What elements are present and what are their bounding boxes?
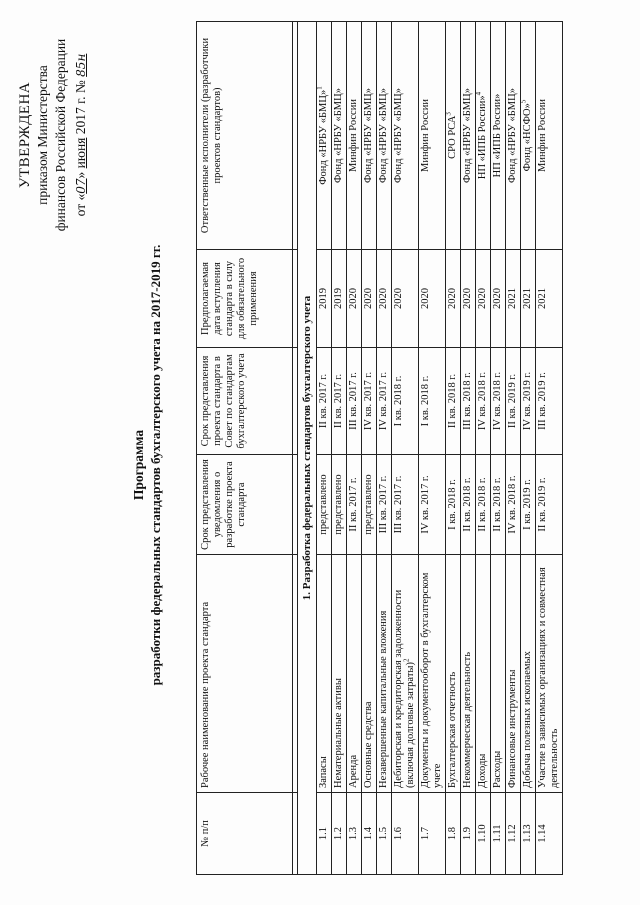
row-effective — [476, 250, 491, 348]
row-num — [317, 793, 332, 875]
table-row — [377, 22, 392, 875]
row-responsible-text: Минфин России — [348, 99, 359, 172]
row-responsible-text: Фонд «НРБУ «БМЦ» — [393, 88, 404, 183]
row-effective — [521, 250, 536, 348]
row-notice — [521, 455, 536, 555]
row-num-text: 1.8 — [447, 826, 458, 841]
approval-title: УТВЕРЖДЕНА — [17, 81, 33, 189]
row-num-text: 1.10 — [477, 824, 488, 843]
row-name-text: Расходы — [492, 750, 503, 788]
row-notice — [476, 455, 491, 555]
row-notice-text: II кв. 2019 г. — [537, 477, 548, 532]
row-responsible — [446, 22, 461, 250]
row-num — [476, 793, 491, 875]
table-row — [506, 22, 521, 875]
row-responsible — [332, 22, 347, 250]
row-responsible-text: СРО РСА — [447, 115, 458, 159]
row-name-text: Дебиторская и кредиторская задолженности (включая долговые затраты) — [393, 589, 416, 788]
row-submit — [377, 348, 392, 455]
row-effective — [491, 250, 506, 348]
date-prefix: от « — [73, 193, 88, 217]
program-title: Программа — [131, 429, 146, 501]
footnote-mark: 3 — [444, 112, 453, 116]
footnote-mark: 5 — [519, 99, 528, 104]
row-submit-text: II кв. 2018 г. — [447, 373, 458, 429]
row-effective-text: 2020 — [420, 288, 431, 309]
program-table — [196, 21, 563, 875]
approval-line-1: приказом Министерства — [35, 65, 50, 205]
row-notice — [347, 455, 362, 555]
row-num-text: 1.9 — [462, 826, 473, 841]
row-name-text: Участие в зависимых организациях и совместная деятельность — [537, 567, 560, 788]
row-submit-text: I кв. 2018 г. — [420, 375, 431, 427]
row-submit — [392, 348, 419, 455]
header-responsible: Ответственные исполнители (разработчики проектов стандартов) — [197, 22, 293, 250]
row-notice — [332, 455, 347, 555]
row-responsible-text: Фонд «НРБУ «БМЦ» — [507, 88, 518, 183]
row-effective-text: 2020 — [393, 288, 404, 309]
header-submit: Срок представления проекта стандарта в Совет по стандартам бухгалтерского учета — [197, 348, 293, 455]
row-num-text: 1.6 — [393, 826, 404, 841]
row-notice — [419, 455, 446, 555]
row-num — [377, 793, 392, 875]
row-submit — [446, 348, 461, 455]
row-responsible — [377, 22, 392, 250]
row-name — [332, 555, 347, 793]
row-notice-text: III кв. 2017 г. — [378, 475, 389, 534]
row-responsible — [491, 22, 506, 250]
row-num — [362, 793, 377, 875]
row-num-text: 1.13 — [522, 824, 533, 843]
row-notice-text: II кв. 2018 г. — [477, 477, 488, 532]
row-submit — [536, 348, 563, 455]
row-responsible — [362, 22, 377, 250]
row-name — [446, 555, 461, 793]
row-submit-text: I кв. 2018 г. — [393, 375, 404, 427]
date-month: июня — [73, 137, 88, 169]
row-responsible-text: Фонд «НСФО» — [522, 103, 533, 172]
row-num-text: 1.11 — [492, 824, 503, 843]
row-responsible — [476, 22, 491, 250]
row-effective — [506, 250, 521, 348]
footnote-mark: 2 — [402, 658, 411, 663]
row-submit — [461, 348, 476, 455]
row-responsible-text: НП «ИПБ России» — [492, 93, 503, 178]
row-submit — [419, 348, 446, 455]
row-name — [476, 555, 491, 793]
row-name — [461, 555, 476, 793]
row-responsible-text: Фонд «НРБУ «БМЦ» — [363, 88, 374, 183]
row-submit-text: IV кв. 2018 г. — [492, 371, 503, 431]
row-name — [377, 555, 392, 793]
row-num-text: 1.1 — [318, 826, 329, 841]
row-name — [419, 555, 446, 793]
row-effective — [446, 250, 461, 348]
row-effective — [419, 250, 446, 348]
approval-date-line — [72, 20, 90, 250]
row-responsible-text: Фонд «НРБУ «БМЦ» — [333, 88, 344, 183]
row-effective — [332, 250, 347, 348]
table-row — [317, 22, 332, 875]
row-responsible-text: Минфин России — [537, 99, 548, 172]
table-row — [476, 22, 491, 875]
row-name — [536, 555, 563, 793]
table-header-row — [197, 22, 293, 875]
table-row — [332, 22, 347, 875]
row-effective-text: 2020 — [492, 288, 503, 309]
row-notice — [317, 455, 332, 555]
row-notice-text: IV кв. 2018 г. — [507, 475, 518, 534]
row-responsible — [317, 22, 332, 250]
row-num-text: 1.3 — [348, 826, 359, 841]
row-name-text: Бухгалтерская отчетность — [447, 671, 458, 788]
row-name-text: Некоммерческая деятельность — [462, 652, 473, 788]
row-responsible — [419, 22, 446, 250]
row-responsible-text: Фонд «НРБУ «БМЦ» — [378, 88, 389, 183]
section-title: 1. Разработка федеральных стандартов бухгалтерского учета — [298, 22, 317, 875]
row-name-text: Незавершенные капитальные вложения — [378, 610, 389, 788]
row-num — [491, 793, 506, 875]
row-name-text: Запасы — [318, 756, 329, 788]
row-responsible — [521, 22, 536, 250]
row-submit-text: IV кв. 2017 г. — [363, 371, 374, 431]
row-notice-text: II кв. 2017 г. — [348, 477, 359, 532]
row-responsible — [461, 22, 476, 250]
approval-stamp — [16, 20, 90, 250]
row-notice — [362, 455, 377, 555]
row-effective-text: 2019 — [318, 288, 329, 309]
row-notice — [536, 455, 563, 555]
date-day: 07 — [74, 178, 88, 194]
table-row — [521, 22, 536, 875]
row-submit-text: IV кв. 2019 г. — [522, 371, 533, 431]
header-effective: Предполагаемая дата вступления стандарта в силу для обязательного применения — [197, 250, 293, 348]
row-name — [362, 555, 377, 793]
row-effective — [377, 250, 392, 348]
row-num — [521, 793, 536, 875]
footnote-mark: 4 — [474, 91, 483, 96]
row-num — [347, 793, 362, 875]
order-number: 85н — [74, 53, 88, 77]
row-submit-text: IV кв. 2017 г. — [378, 371, 389, 431]
table-row — [491, 22, 506, 875]
date-year: 2017 г. № — [73, 80, 88, 135]
row-submit — [317, 348, 332, 455]
row-effective — [317, 250, 332, 348]
row-name-text: Аренда — [348, 754, 359, 788]
row-effective — [536, 250, 563, 348]
header-name: Рабочее наименование проекта стандарта — [197, 555, 293, 793]
row-effective-text: 2020 — [447, 288, 458, 309]
date-mid: » — [73, 171, 88, 179]
row-notice — [377, 455, 392, 555]
row-name — [347, 555, 362, 793]
row-name-text: Финансовые инструменты — [507, 669, 518, 788]
row-name-text: Добыча полезных ископаемых — [522, 651, 533, 788]
row-effective-text: 2020 — [462, 288, 473, 309]
row-effective-text: 2020 — [348, 288, 359, 309]
row-responsible-text: Фонд «НРБУ «БМЦ» — [318, 89, 329, 185]
row-name — [491, 555, 506, 793]
row-notice-text: представлено — [318, 474, 329, 535]
table-row — [392, 22, 419, 875]
row-notice-text: III кв. 2017 г. — [393, 475, 404, 534]
row-notice — [392, 455, 419, 555]
row-name — [317, 555, 332, 793]
table-row — [461, 22, 476, 875]
program-subtitle: разработки федеральных стандартов бухгалтерского учета на 2017-2019 гг. — [148, 244, 163, 686]
row-notice-text: IV кв. 2017 г. — [420, 475, 431, 534]
row-notice — [446, 455, 461, 555]
row-submit-text: III кв. 2018 г. — [462, 372, 473, 430]
table-row — [446, 22, 461, 875]
row-num — [446, 793, 461, 875]
row-submit — [521, 348, 536, 455]
row-notice-text: представлено — [363, 474, 374, 535]
row-responsible — [347, 22, 362, 250]
row-effective-text: 2019 — [333, 288, 344, 309]
row-responsible-text: Фонд «НРБУ «БМЦ» — [462, 88, 473, 183]
row-notice-text: II кв. 2018 г. — [492, 477, 503, 532]
table-row — [536, 22, 563, 875]
table-row — [362, 22, 377, 875]
row-num — [419, 793, 446, 875]
row-responsible — [536, 22, 563, 250]
section-row — [298, 22, 317, 875]
row-effective — [461, 250, 476, 348]
approval-line-2: финансов Российской Федерации — [53, 38, 68, 232]
row-submit — [362, 348, 377, 455]
row-submit-text: III кв. 2017 г. — [348, 372, 359, 430]
row-num-text: 1.14 — [537, 824, 548, 843]
row-submit-text: II кв. 2017 г. — [318, 373, 329, 429]
row-name-text: Доходы — [477, 753, 488, 788]
row-name-text: Основные средства — [363, 701, 374, 788]
row-notice — [461, 455, 476, 555]
row-num-text: 1.5 — [378, 826, 389, 841]
row-notice-text: I кв. 2019 г. — [522, 479, 533, 530]
row-name — [392, 555, 419, 793]
row-notice-text: представлено — [333, 474, 344, 535]
row-notice-text: I кв. 2018 г. — [447, 479, 458, 530]
row-num-text: 1.7 — [420, 826, 431, 841]
row-num — [392, 793, 419, 875]
document-heading — [130, 205, 164, 725]
row-submit-text: II кв. 2019 г. — [507, 373, 518, 429]
row-submit-text: II кв. 2017 г. — [333, 373, 344, 429]
row-effective-text: 2020 — [477, 288, 488, 309]
row-effective-text: 2021 — [537, 288, 548, 309]
row-num-text: 1.12 — [507, 824, 518, 843]
row-num-text: 1.2 — [333, 826, 344, 841]
row-effective — [392, 250, 419, 348]
row-num — [332, 793, 347, 875]
header-num: № п/п — [197, 793, 293, 875]
row-responsible — [392, 22, 419, 250]
row-submit-text: IV кв. 2018 г. — [477, 371, 488, 431]
table-row — [347, 22, 362, 875]
row-submit — [491, 348, 506, 455]
row-responsible — [506, 22, 521, 250]
row-name — [521, 555, 536, 793]
row-submit — [476, 348, 491, 455]
row-submit — [332, 348, 347, 455]
row-name — [506, 555, 521, 793]
row-submit-text: III кв. 2019 г. — [537, 372, 548, 430]
row-effective-text: 2021 — [507, 288, 518, 309]
row-num — [461, 793, 476, 875]
row-num-text: 1.4 — [363, 826, 374, 841]
row-effective — [362, 250, 377, 348]
row-responsible-text: НП «ИПБ России» — [477, 95, 488, 180]
row-effective-text: 2020 — [378, 288, 389, 309]
header-notice: Срок представления уведомления о разработке проекта стандарта — [197, 455, 293, 555]
row-num — [506, 793, 521, 875]
row-name-text: Документы и документооборот в бухгалтерском учете — [420, 572, 443, 788]
footnote-mark: 1 — [315, 86, 324, 90]
table-row — [419, 22, 446, 875]
row-submit — [506, 348, 521, 455]
row-notice — [506, 455, 521, 555]
row-effective-text: 2021 — [522, 288, 533, 309]
row-submit — [347, 348, 362, 455]
row-num — [536, 793, 563, 875]
row-responsible-text: Минфин России — [420, 99, 431, 172]
row-effective-text: 2020 — [363, 288, 374, 309]
row-effective — [347, 250, 362, 348]
row-name-text: Нематериальные активы — [333, 678, 344, 788]
row-notice-text: II кв. 2018 г. — [462, 477, 473, 532]
row-notice — [491, 455, 506, 555]
